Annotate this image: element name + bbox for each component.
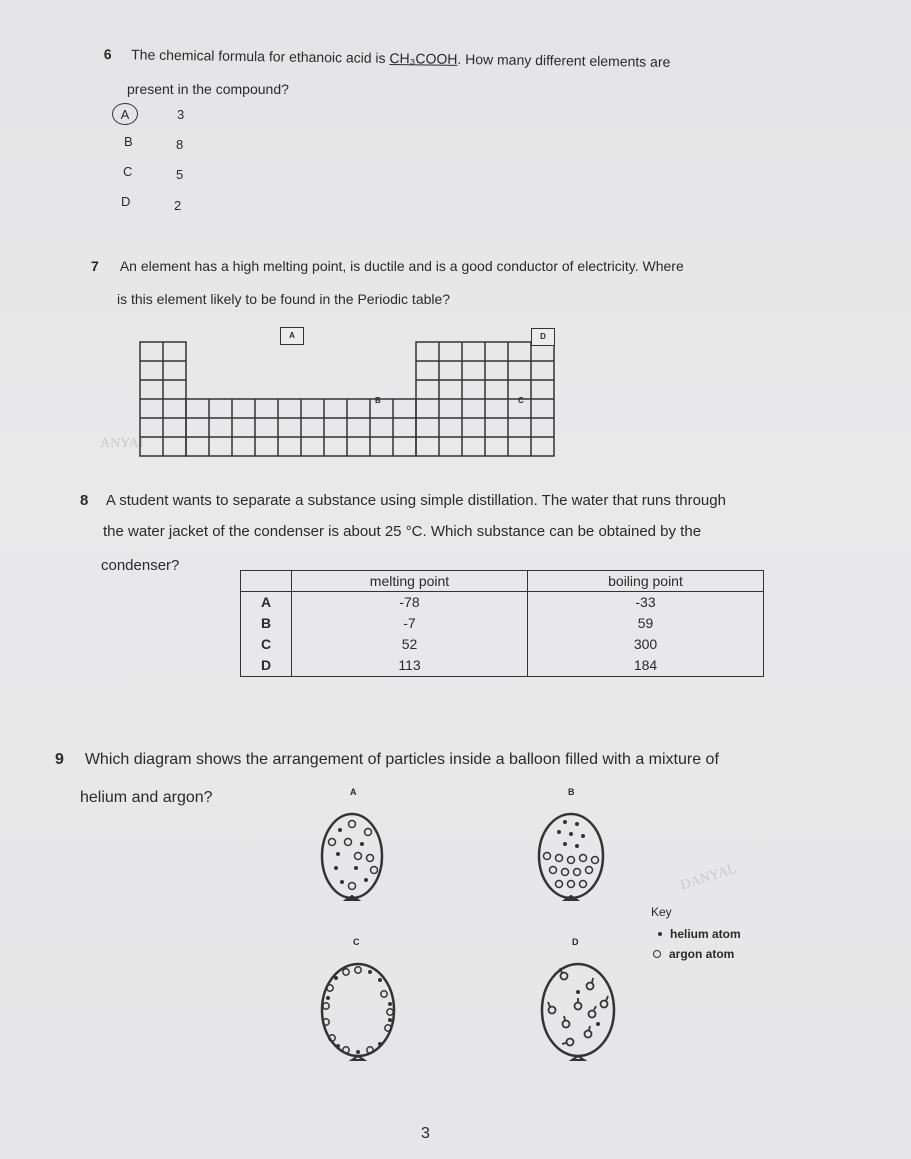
- key-title: Key: [651, 905, 672, 919]
- option-b-letter[interactable]: B: [124, 134, 133, 149]
- balloon-a: [318, 808, 388, 918]
- row-letter: A: [261, 594, 272, 610]
- question-6-line2: present in the compound?: [127, 81, 289, 97]
- boiling-value: -33: [635, 594, 656, 610]
- periodic-table: [138, 340, 558, 460]
- melting-value: 113: [398, 657, 421, 673]
- boiling-value: 300: [633, 636, 658, 652]
- option-a[interactable]: [119, 103, 185, 125]
- boiling-value: 184: [633, 657, 658, 673]
- question-8-line2: the water jacket of the condenser is about 25 °C. Which substance can be obtained by the: [103, 523, 702, 540]
- melting-value: -78: [399, 594, 420, 610]
- question-text: An element has a high melting point, is ductile and is a good conductor of electricity. Where: [119, 258, 684, 274]
- balloon-d: [538, 958, 623, 1083]
- option-d-value: 2: [174, 198, 182, 213]
- question-8-line3: condenser?: [101, 557, 180, 574]
- question-text: . How many different elements are: [457, 50, 671, 70]
- chemical-formula: CH₃COOH: [389, 49, 458, 67]
- question-number: 8: [80, 492, 89, 509]
- question-9-line2: helium and argon?: [80, 789, 213, 806]
- diagram-label-b: B: [568, 787, 575, 797]
- watermark: DANYAL: [678, 861, 739, 894]
- boiling-value: 59: [637, 615, 654, 631]
- periodic-label-b: B: [375, 396, 381, 405]
- periodic-label-a: A: [280, 327, 304, 345]
- option-letter-circled: A: [112, 103, 138, 125]
- question-text: A student wants to separate a substance using simple distillation. The water that runs through: [105, 492, 726, 509]
- question-text: Which diagram shows the arrangement of particles inside a balloon filled with a mixture of: [84, 751, 719, 768]
- melting-value: 52: [401, 636, 418, 652]
- melting-value: -7: [403, 615, 416, 631]
- distillation-table: [240, 570, 764, 677]
- question-9: [55, 750, 719, 770]
- table-header-row: [241, 571, 764, 592]
- question-text: The chemical formula for ethanoic acid is: [131, 46, 386, 66]
- boiling-cell: [528, 592, 764, 677]
- periodic-label-c: C: [518, 396, 524, 405]
- watermark: ANYAI: [100, 436, 144, 451]
- row-letter: B: [261, 615, 272, 631]
- option-value: 3: [177, 107, 185, 122]
- question-7: [91, 256, 684, 276]
- option-c-letter[interactable]: C: [123, 164, 133, 179]
- key-argon-label: argon atom: [669, 947, 735, 961]
- key-helium: [658, 925, 741, 943]
- argon-circle-icon: [653, 950, 661, 958]
- question-number: 7: [91, 258, 99, 274]
- key-helium-label: helium atom: [670, 927, 741, 941]
- option-c-value: 5: [176, 167, 184, 182]
- question-6: [104, 44, 671, 72]
- periodic-label-d: D: [531, 328, 555, 346]
- header-boiling-point: boiling point: [528, 571, 764, 592]
- letters-cell: [241, 592, 292, 677]
- option-d-letter[interactable]: D: [121, 194, 131, 209]
- melting-cell: [292, 592, 528, 677]
- table-body-row: [241, 592, 764, 677]
- helium-dot-icon: [658, 932, 662, 936]
- option-b-value: 8: [176, 137, 184, 152]
- key-argon: [653, 945, 734, 963]
- question-7-line2: is this element likely to be found in the Periodic table?: [117, 291, 451, 307]
- header-melting-point: melting point: [292, 571, 528, 592]
- row-letter: D: [261, 657, 272, 673]
- diagram-label-d: D: [572, 937, 579, 947]
- diagram-label-c: C: [353, 937, 360, 947]
- header-cell: [241, 571, 292, 592]
- question-8: [80, 491, 726, 511]
- question-number: 6: [103, 45, 112, 63]
- question-number: 9: [55, 751, 64, 768]
- page-number: 3: [421, 1125, 430, 1142]
- row-letter: C: [261, 636, 272, 652]
- balloon-c: [318, 958, 398, 1083]
- balloon-b: [535, 808, 610, 918]
- diagram-label-a: A: [350, 787, 357, 797]
